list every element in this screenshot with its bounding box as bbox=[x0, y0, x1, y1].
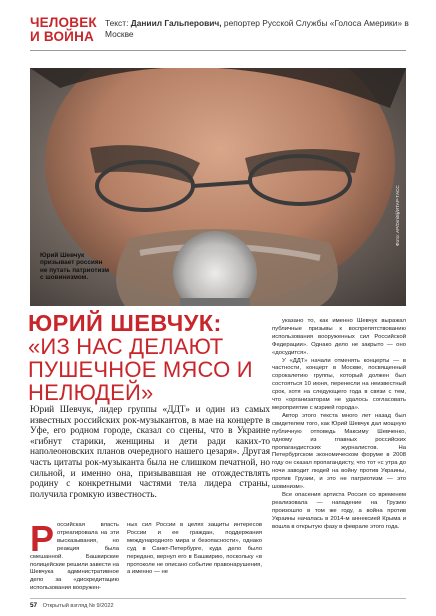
body-column-2: ных сил России в целях защиты интересов России и ее граждан, поддержания международного мира и безопасности», однако суд в Санкт-Петербурге, куда дело было передано, вернул его в Башкирию, поскольку «в протоколе не описано событие правонарушения, а именно — не bbox=[127, 522, 262, 576]
rubric-line-1: ЧЕЛОВЕК bbox=[30, 15, 97, 30]
byline bbox=[105, 18, 415, 39]
headline-name: ЮРИЙ ШЕВЧУК: bbox=[28, 310, 222, 336]
rubric-line-2: И ВОЙНА bbox=[30, 29, 94, 44]
page-footer bbox=[30, 602, 114, 609]
headline-quote: «ИЗ НАС ДЕЛАЮТ ПУШЕЧНОЕ МЯСО И НЕЛЮДЕЙ» bbox=[28, 334, 253, 405]
body-paragraph: указано то, как именно Шевчук выражал публичные призывы к воспрепятствованию использования вооруженных сил Российской Федерации». Однако дело не закрыто — оно «досудится». bbox=[272, 318, 406, 356]
byline-label: Текст: bbox=[105, 18, 129, 28]
header-divider bbox=[30, 50, 406, 51]
body-paragraph: Автор этого текста много лет назад был свидетелем того, как Юрий Шевчук дал мощную публичную отповедь Максиму Шевченко, одному из главных российских пропагандистских журналистов. На Петербургском экономическом форуме в 2008 году он сказал пропагандисту, что тот «с утра до ночи заводит людей на войну против Украины, против Грузии, и это не патриотизм — это шовинизм». bbox=[272, 412, 406, 491]
article-lead: Юрий Шевчук, лидер группы «ДДТ» и один из самых известных российских рок-музыкантов, в мае на концерте в Уфе, его родном городе, сказал со сцены, что в Украине «гибнут старики, женщины и дети ради каких-то наполеоновских планов очередного нашего цезаря». Другая часть цитаты рок-музыканта была не слишком печатной, но сильной, и именно она, призывавшая не отождествлять родину с конкретными частями тела лидера страны, получила громкую известность. bbox=[30, 405, 270, 500]
byline-author: Даниил Гальперович, bbox=[130, 18, 222, 28]
rubric-title bbox=[30, 16, 98, 44]
body-column-3 bbox=[272, 318, 406, 531]
page-number: 57 bbox=[30, 602, 38, 609]
body-paragraph: У «ДДТ» начали отменять концерты — в частности, концерт в Москве, посвященный сорокалетию группы, который должен был состояться 10 июня, перенесли на неизвестный срок, хотя на следующего года в связи с тем, что «организаторам не удалось согласовать мероприятие с мэрией города». bbox=[272, 357, 406, 411]
body-column-1 bbox=[30, 518, 120, 593]
photo-credit: Фото: АР/Dmitrij/ИТАР-ТАСС bbox=[395, 185, 400, 246]
body-column-1-text: оссийская власть отреагировала на эти высказывания, но реакция была смешанной. Башкирские полицейские решили завести на Шевчука административное дело за «дискредитацию использования вооружен- bbox=[30, 522, 120, 592]
article-headline bbox=[28, 312, 264, 404]
byline-role: репортер Русской Службы «Голоса Америки» в Москве bbox=[105, 18, 409, 39]
body-paragraph: Все опасения артиста Россия со временем реализовала — нападение на Грузию произошло в том же году, а война против Украины началась в 2014-м аннексией Крыма и вошла в открытую фазу в феврале этого года. bbox=[272, 491, 406, 530]
drop-cap: Р bbox=[30, 518, 55, 559]
photo-caption: Юрий Шевчук призывает россиян не путать патриотизм с шовинизмом. bbox=[40, 252, 110, 282]
footer-divider bbox=[30, 598, 406, 599]
magazine-name: Открытый взгляд № 9/2022 bbox=[42, 603, 114, 609]
